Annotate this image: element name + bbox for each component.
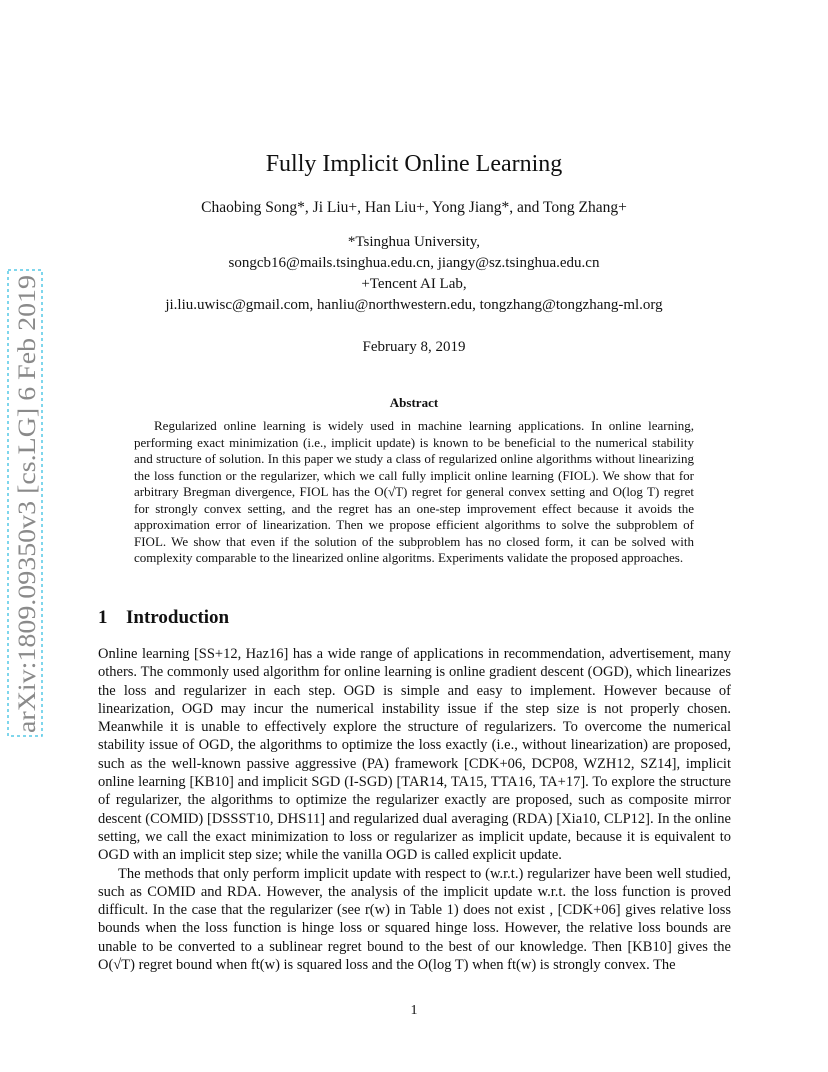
abstract-heading: Abstract [389, 395, 439, 410]
paragraph: The methods that only perform implicit update with respect to (w.r.t.) regularizer have been well studied, such as COMID and RDA. However, the analysis of the implicit update w.r.t. the loss function is proved difficult. In the case that the regularizer (see r(w) in Table 1) does not exist , [CDK+06] gives relative loss bounds when the loss function is hinge loss or squared hinge loss. However, the relative loss bounds are unable to be converted to a sublinear regret bound to the best of our knowledge. Then [KB10] gives the O(√T) regret bound when ft(w) is squared loss and the O(log T) when ft(w) is strongly convex. The [98, 865, 731, 974]
body-text [98, 645, 731, 974]
page-number: 1 [410, 1003, 418, 1018]
section-number: 1 [98, 607, 108, 628]
affiliations [0, 232, 828, 316]
affiliation-line: +Tencent AI Lab, [361, 276, 467, 292]
paragraph: Online learning [SS+12, Haz16] has a wide range of applications in recommendation, advertisement, many others. The commonly used algorithm for online learning is online gradient descent (OGD), which linearizes the loss and regularizer in each step. OGD is simple and easy to implement. However because of linearization, OGD may incur the numerical instability issue if the step size is not properly chosen. Meanwhile it is unable to effectively explore the structure of regularizers. To overcome the numerical stability issue of OGD, the algorithms to optimize the loss exactly (i.e., without linearization) are proposed, such as the well-known passive aggressive (PA) framework [CDK+06, DCP08, WZH12, SZ14], implicit online learning [KB10] and implicit SGD (I-SGD) [TAR14, TA15, TTA16, TA+17]. To explore the structure of regularizer, the algorithms to optimize the regularizer exactly are proposed, such as composite mirror descent (COMID) [DSSST10, DHS11] and regularized dual averaging (RDA) [Xia10, CLP12]. In the online setting, we call the exact minimization to loss or regularizer as implicit update, because it is equivalent to OGD with an implicit step size; while the vanilla OGD is called explicit update. [98, 646, 731, 864]
paper-date: February 8, 2019 [362, 339, 466, 355]
section-heading [98, 607, 229, 629]
arxiv-stamp-text: arXiv:1809.09350v3 [cs.LG] 6 Feb 2019 [14, 323, 41, 733]
affiliation-line: *Tsinghua University, [347, 234, 481, 250]
abstract-text: Regularized online learning is widely used in machine learning applications. In online learning, performing exact minimization (i.e., implicit update) is known to be beneficial to the numerical stability and structure of solution. In this paper we study a class of regularized online algorithms without linearizing the loss function or the regularizer, which we call fully implicit online learning (FIOL). We show that for arbitrary Bregman divergence, FIOL has the O(√T) regret for general convex setting and O(log T) regret for strongly convex setting, and the regret has an one-step improvement effect because it avoids the approximation error of linearization. Then we propose efficient algorithms to solve the subproblem of FIOL. We show that even if the solution of the subproblem has no closed form, it can be solved with complexity comparable to the linearized online algoritms. Experiments validate the proposed approaches. [134, 418, 694, 565]
paper-title: Fully Implicit Online Learning [265, 151, 563, 177]
affiliation-emails: songcb16@mails.tsinghua.edu.cn, jiangy@sz.tsinghua.edu.cn [228, 255, 600, 271]
section-title: Introduction [126, 607, 230, 628]
author-list: Chaobing Song*, Ji Liu+, Han Liu+, Yong Jiang*, and Tong Zhang+ [201, 199, 627, 216]
abstract-body [134, 418, 694, 567]
affiliation-emails: ji.liu.uwisc@gmail.com, hanliu@northwestern.edu, tongzhang@tongzhang-ml.org [165, 297, 663, 313]
